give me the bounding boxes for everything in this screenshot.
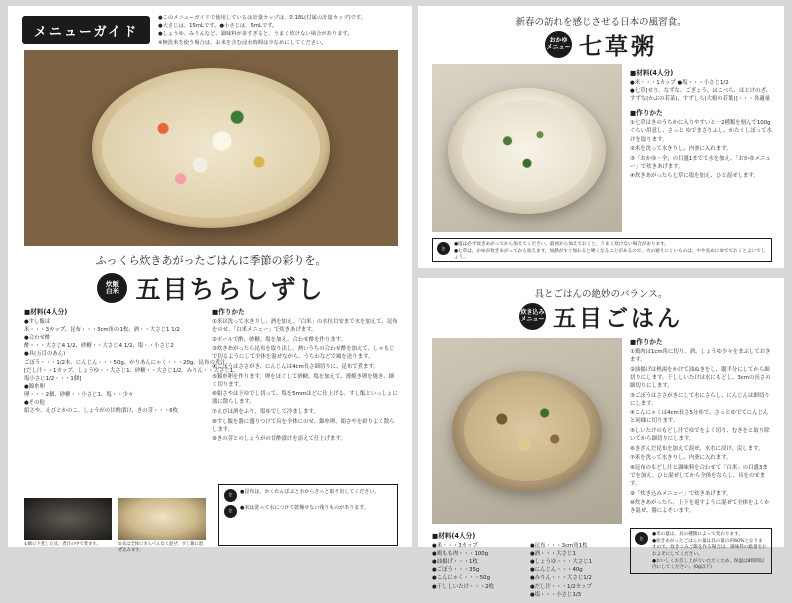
list-item: ①七草はきのうちかに入りやすいと一2種類を刻んで100gぐらい用意し、さっと ゆでまさりふし、かたくしぼって水けを取ります。 bbox=[630, 120, 772, 143]
photo-caption: ②具は全体にまんべんなく混ぜ、すし飯に混ぜ込みます。 bbox=[118, 542, 204, 554]
guide-note: ※無洗米を使う場合は、お米を含む浸水時間は少なめにしてください。 bbox=[158, 39, 327, 46]
badge-line-1: おかゆ bbox=[549, 36, 568, 44]
ingredients-heading: ■材料(4人分) bbox=[630, 69, 674, 77]
point-icon: 注 bbox=[224, 489, 237, 502]
list-item: ●酒・・・大さじ1 bbox=[530, 551, 576, 558]
badge-line-1: 炊き込み bbox=[520, 308, 545, 316]
badge-line-1: 炊飯 bbox=[105, 279, 119, 288]
chirashi-columns bbox=[24, 306, 398, 445]
right-page bbox=[418, 6, 784, 598]
point-icon: 注 bbox=[437, 242, 450, 255]
gomoku-steps bbox=[630, 336, 772, 517]
list-item: ⑧昆布のもどし汁と調味料を合わせて「白米」の目盛3までを加え、ひと混ぜしてから全体をならし、具をのせます。 bbox=[630, 464, 768, 488]
badge-line-2: メニュー bbox=[520, 315, 545, 323]
steps-heading: ■作りかた bbox=[630, 338, 663, 346]
note-line: ●炊きあがったごはんの量は具の量の約60%となりますので、炊きこみご飯を作る場合は、調味料の総量をおおよそにしてください。 bbox=[652, 538, 767, 557]
list-item: ●ごぼう・・・35g bbox=[432, 567, 480, 574]
list-item: ⑤錦糸卵を作ります。卵をほぐして砂糖、塩を加えて、薄焼き卵を焼き、細く切ります。 bbox=[212, 373, 394, 388]
list-item: ●だし汁・・・1/2カップ bbox=[530, 583, 592, 590]
chirashi-bowl bbox=[92, 68, 330, 228]
note-line: ●塩は必ず炊きあがってから加えてください。最初から加えておくと、うまく炊けない場合があります。 bbox=[454, 242, 669, 247]
chirashi-note-box bbox=[218, 484, 398, 546]
list-item: ●鶏もも肉・・・100g bbox=[432, 551, 489, 558]
list-item: ②油揚げは熱湯をかけて油ぬきをし、縦半分にしてから細切りにします。干ししいたけは水にもどし、3cmの長さの細切りにします。 bbox=[630, 366, 771, 389]
note-line: ●おいしくお召し上がりいただくため、保温は8時間以内にしてください。(0g以下) bbox=[652, 558, 765, 571]
badge-line-2: 白米 bbox=[105, 287, 119, 295]
nanakusa-title: 七草粥 bbox=[579, 34, 657, 60]
list-item: 卵・・・2個、砂糖・・小さじ1、塩・・少々 bbox=[24, 391, 134, 398]
nanakusa-lead: 新春の訪れを感じさせる日本の風習食。 bbox=[515, 17, 687, 28]
list-item: 米・・・3カップ、昆布・・・3cm角の1枚、酒・・大さじ1 1/2 bbox=[24, 327, 180, 334]
list-item: [だし汁・・1カップ、しょうゆ・・大さじ1、砂糖・・大さじ1/2、みりん・・大さじ1、 bbox=[24, 367, 239, 374]
steps-list bbox=[630, 119, 772, 180]
list-item: ③ごぼうはささがきにして水にさらし、にんじんは細切りにします。 bbox=[630, 392, 770, 407]
ingredients-list bbox=[630, 79, 772, 103]
chirashi-sub-photos bbox=[24, 498, 210, 540]
photo-caption: ①飯に下煮した具、煮汁の中で煮ます。 bbox=[24, 542, 101, 547]
badge-line-2: メニュー bbox=[546, 43, 571, 51]
gomoku-card bbox=[418, 278, 784, 598]
note-row bbox=[224, 505, 392, 518]
steps-heading: ■作りかた bbox=[212, 308, 245, 316]
note-row bbox=[224, 489, 392, 502]
list-item: ⑥絹さやは下ゆでし切って、塩を5mmほどに仕上げる。すし飯といっしょに器に散らします。 bbox=[212, 391, 398, 406]
list-item: 塩小さじ1/2・・・1個] bbox=[24, 375, 82, 382]
list-item: ●昆布・・・3cm角1枚 bbox=[530, 543, 588, 549]
ingredients-column-right bbox=[530, 542, 622, 603]
gomoku-bowl bbox=[452, 371, 602, 491]
list-item: ●その他 bbox=[24, 400, 45, 407]
note-line: ●七草は、かゆが炊きあがってから加えます。加熱がすぐ加わると硬くなることがあるので、火の通りにくいものは、やや長めにゆでておくとよいでしょう。 bbox=[454, 248, 766, 261]
okayu-bowl bbox=[448, 88, 606, 214]
list-item: 酢・・・大さじ4 1/2、砂糖・・大さじ4 1/2、塩・・小さじ2 bbox=[24, 343, 174, 350]
nanakusa-title-row bbox=[418, 28, 784, 61]
ingredients-heading: ■材料(4人分) bbox=[432, 532, 476, 540]
list-item: ④ごぼうはささがき、にんじんは4cm長さ細切りに、昆布で煮ます。 bbox=[212, 364, 379, 371]
gomoku-ingredients bbox=[432, 530, 622, 603]
guide-note: ●このメニューガイドで使用しているは計量カップは、0.18L(付属の計量カップ)です。 bbox=[158, 15, 367, 21]
gomoku-title-row bbox=[418, 300, 784, 333]
list-item: ⑨きの芽とのしょうがの甘酢漬けを添えて仕上げます。 bbox=[212, 436, 346, 443]
ingredients-list bbox=[432, 542, 524, 591]
list-item: ●みりん・・・大さじ1/2 bbox=[530, 575, 592, 582]
list-item: ●干ししいたけ・・・2枚 bbox=[432, 583, 495, 590]
list-item: ●塩・・・小さじ1/3 bbox=[530, 591, 582, 598]
nanakusa-photo bbox=[432, 64, 622, 232]
list-item: ●油揚げ・・・1枚 bbox=[432, 559, 478, 566]
list-item: ●米・・・3カップ bbox=[432, 543, 478, 549]
steps-list bbox=[212, 318, 398, 444]
chirashi-steps bbox=[212, 306, 398, 445]
list-item: ●具(五目のあん) bbox=[24, 351, 66, 358]
point-icon: 注 bbox=[635, 532, 648, 545]
list-item: ①鶏肉は1cm角に切り、酒、しょうゆ少々をまぶしておきます。 bbox=[630, 349, 771, 364]
guide-title: メニューガイド bbox=[22, 16, 150, 44]
list-item: ③炊きあがったら昆布を取り出し、熱いうちの合わせ酢を加えて、しゃもじで切るようにして全体を混ぜながら、うちわなどで風を送ります。 bbox=[212, 346, 395, 361]
chirashi-title: 五目ちらしずし bbox=[135, 275, 325, 304]
list-item: ⑨「炊き込みメニュー」で炊きあげます。 bbox=[630, 490, 732, 497]
nanakusa-text bbox=[630, 64, 772, 182]
list-item: ごぼう・・・1/2本、にんじん・・・50g、かりあんにゃく・・・20g、昆布の煮汁 bbox=[24, 359, 226, 366]
list-item: ●七草[せり、なずな、ごぎょう、はこべら、ほとけのざ、すずな(かぶの若菜)、すずしろ(大根の若葉)]・・・各適量 bbox=[630, 88, 772, 103]
nanakusa-card bbox=[418, 6, 784, 268]
list-item: ●しょうゆ・・・大さじ1 bbox=[530, 559, 593, 566]
list-item: ②ボールで酢、砂糖、塩を加え、合わせ酢を作ります。 bbox=[212, 336, 346, 343]
steps-heading: ■作りかた bbox=[630, 109, 663, 118]
guide-notes bbox=[158, 14, 402, 47]
chirashi-sub-captions bbox=[24, 542, 210, 554]
note-text: ●米は洗って水につけて乾燥せない残りものがあります。 bbox=[240, 505, 369, 511]
steps-list bbox=[630, 348, 772, 516]
left-page bbox=[8, 6, 412, 554]
sub-photo bbox=[118, 498, 206, 540]
menu-badge bbox=[97, 273, 127, 303]
nanakusa-note-box bbox=[432, 238, 772, 262]
gomoku-note-box bbox=[630, 528, 772, 574]
gomoku-title: 五目ごはん bbox=[553, 306, 683, 332]
guide-note: ●大さじは、15mLです。●小さじは、5mLです。 bbox=[158, 23, 278, 30]
list-item: 絹さや、えびとかのこ、しょうがの甘酢漬け、きの芽・・・6枚 bbox=[24, 408, 179, 415]
list-item: ②米を洗って水きりし、内釜に入れます。 bbox=[630, 146, 732, 153]
point-icon: 注 bbox=[224, 505, 237, 518]
list-item: ●こんにゃく・・・50g bbox=[432, 575, 491, 582]
gomoku-photo bbox=[432, 338, 622, 524]
list-item: ③「おかゆ・全」の目盛1までて水を加え、「おかゆメニュー」で炊きあげます。 bbox=[630, 155, 771, 170]
sub-photo bbox=[24, 498, 112, 540]
list-item: ●にんじん・・・40g bbox=[530, 567, 583, 574]
list-item: ●米・・・1カップ ●塩・・・小さじ1/2 bbox=[630, 80, 729, 86]
list-item: ①米は洗って水きりし、酒を加え、「白米」の水位目安まで水を加えて、昆布をのせ、「白米メニュー」で炊きあげます。 bbox=[212, 319, 398, 334]
chirashi-photo bbox=[24, 50, 398, 246]
gomoku-lead: 具とごはんの絶妙のバランス。 bbox=[534, 289, 668, 300]
list-item: ⑦えびは酒をふり、塩ゆでして冷まします。 bbox=[212, 409, 319, 416]
ingredients-column-left bbox=[432, 542, 524, 603]
list-item: ⑩炊きあがったら、上下を返すように混ぜて全体をよくかき混ぜ、器によそいます。 bbox=[630, 500, 770, 515]
list-item: ④こんにゃくは4cm長さ5分ゆで、さっとゆでてにんじんと同様に切ります。 bbox=[630, 410, 769, 425]
chirashi-lead: ふっくら炊きあがったごはんに季節の彩りを。 bbox=[95, 254, 327, 267]
ingredients-heading: ■材料(4人分) bbox=[24, 308, 68, 316]
list-item: ⑧すし飯を器に盛りつけて具を全体にのせ、錦糸卵、絹さやを彩りよく散らします。 bbox=[212, 418, 395, 433]
ingredients-list bbox=[24, 318, 239, 415]
list-item: ●錦糸卵 bbox=[24, 383, 45, 390]
ingredients-list bbox=[530, 542, 622, 599]
list-item: ④炊きあがったら七草に塩を加え、ひと混ぜします。 bbox=[630, 173, 759, 180]
menu-badge bbox=[519, 303, 546, 330]
note-text: ●昆布は、かくれんぼぶと水からさっと取り出してください。 bbox=[240, 489, 380, 495]
guide-note: ●しょうゆ、みりんなど、調味料が多すぎると、うまく炊けない場合があります。 bbox=[158, 31, 353, 38]
menu-badge bbox=[545, 31, 572, 58]
list-item: ⑤しいたけのもどし汁でゆでをよく切り、むきをと取り除いてから細切りにします。 bbox=[630, 427, 770, 443]
list-item: ●すし飯は bbox=[24, 319, 51, 325]
list-item: ⑦米を洗って水きりし、内釜に入れます。 bbox=[630, 455, 732, 462]
note-text bbox=[652, 532, 767, 570]
ingredients-columns bbox=[432, 542, 622, 603]
note-text bbox=[454, 242, 767, 261]
chirashi-title-row bbox=[24, 270, 398, 306]
note-line: ●米の量は、具の種類によって変わります。 bbox=[652, 532, 743, 537]
list-item: ●合わせ酢 bbox=[24, 335, 51, 342]
list-item: ⑥きざんだ昆布を加えて混ぜ、水水に浸け、戻します。 bbox=[630, 445, 764, 452]
